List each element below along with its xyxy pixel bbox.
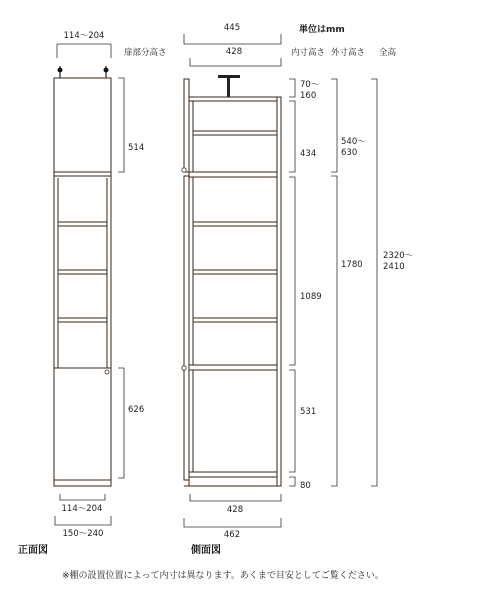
header-total-height: 全高 [379, 48, 397, 58]
hinge-right-icon [104, 66, 109, 78]
front-bottom-outer-dim [55, 516, 111, 525]
header-inner-height: 内寸高さ [291, 48, 326, 58]
front-top-width-dim [57, 44, 111, 58]
front-view [18, 31, 144, 556]
outer-lower-label: 1780 [341, 260, 363, 270]
inner-top-gap-label-1: 70～ [300, 80, 320, 90]
front-shelf-3 [58, 318, 107, 322]
side-bottom-inner-label: 428 [226, 505, 244, 515]
side-upper-shelf [193, 131, 277, 135]
side-hinge-lower [182, 366, 186, 370]
inner-base-dim [289, 477, 295, 486]
total-height-label-1: 2320～ [383, 251, 414, 261]
front-door-knob [105, 370, 109, 374]
side-hinge-upper [182, 168, 186, 172]
side-top-outer-label: 445 [223, 23, 241, 33]
total-height-label-2: 2410 [383, 262, 405, 272]
header-door-height: 扉部分高さ [124, 48, 167, 58]
side-shelf-2 [193, 270, 277, 274]
inner-top-gap-dim [289, 79, 295, 97]
inner-base-label: 80 [300, 481, 311, 491]
front-shelf-2 [58, 270, 107, 274]
side-divider-board [189, 172, 277, 177]
tension-post-icon [227, 77, 230, 99]
total-height-dim-group [371, 79, 414, 486]
side-top-outer-dim [184, 34, 281, 44]
front-view-title: 正面図 [18, 545, 48, 556]
side-bottom-outer-label: 462 [223, 530, 241, 540]
total-height-dim [371, 79, 377, 486]
inner-lower-label: 531 [300, 407, 317, 417]
inner-lower-dim [289, 370, 295, 472]
side-top-inner-dim [190, 58, 281, 66]
inner-middle-dim [289, 177, 295, 365]
side-top-board [189, 97, 277, 101]
front-lower-door [54, 368, 111, 480]
side-top-inner-label: 428 [225, 47, 243, 57]
side-bottom-inner-dim [190, 494, 281, 501]
side-bottom-outer-dim [184, 518, 281, 527]
front-top-width-label: 114～204 [63, 31, 105, 41]
inner-height-dims [289, 79, 322, 491]
front-bottom-inner-label: 114～204 [61, 504, 103, 514]
side-view-title: 側面図 [191, 545, 221, 556]
unit-label: 単位はmm [299, 25, 345, 35]
outer-upper-dim [331, 79, 337, 172]
outer-upper-label-2: 630 [341, 148, 358, 158]
outer-upper-label-1: 540～ [341, 137, 366, 147]
front-plinth [54, 480, 111, 486]
inner-upper-dim [289, 101, 295, 172]
front-bottom-outer-label: 150～240 [62, 529, 104, 539]
inner-middle-label: 1089 [300, 292, 322, 302]
outer-height-dims [331, 79, 366, 486]
lower-door-height-dim [118, 368, 124, 478]
side-shelf-1 [193, 222, 277, 226]
side-view [182, 23, 281, 556]
inner-upper-label: 434 [300, 149, 317, 159]
header-outer-height: 外寸高さ [331, 48, 366, 58]
hinge-left-icon [58, 66, 63, 78]
side-bottom-board [189, 472, 277, 477]
outer-lower-dim [331, 176, 337, 486]
side-upper-door-panel [184, 79, 189, 172]
lower-door-height-label: 626 [128, 405, 145, 415]
upper-door-height-dim [118, 78, 124, 172]
front-shelf-1 [58, 222, 107, 226]
footnote: ※棚の設置位置によって内寸は異なります。あくまで目安としてご覧ください。 [62, 571, 384, 581]
inner-top-gap-label-2: 160 [300, 91, 317, 101]
front-upper-door [54, 78, 111, 172]
side-shelf-3 [193, 318, 277, 322]
side-back-panel [277, 97, 281, 486]
upper-door-height-label: 514 [128, 143, 145, 153]
side-divider-board-2 [189, 365, 277, 370]
front-bottom-inner-dim [60, 494, 105, 500]
side-front-panel [184, 176, 189, 480]
